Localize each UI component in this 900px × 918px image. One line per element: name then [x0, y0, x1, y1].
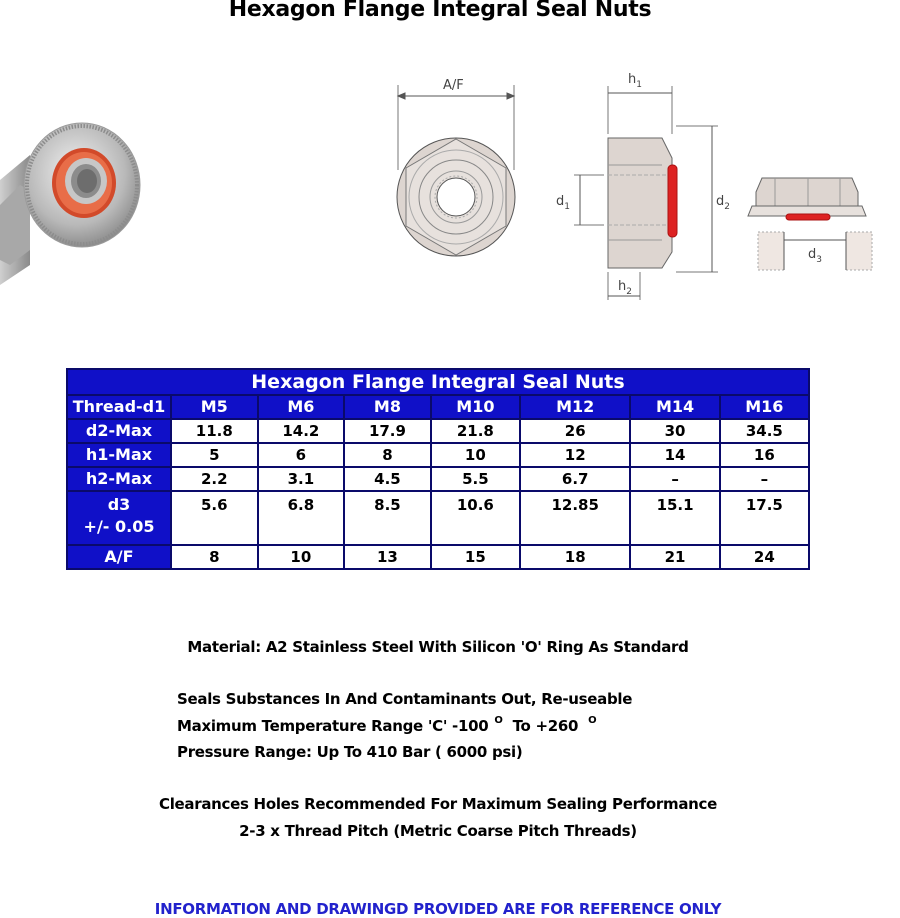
material-note: Material: A2 Stainless Steel With Silicon 'O' Ring As Standard — [187, 638, 689, 656]
h2-label: $h_2$ — [618, 279, 632, 297]
table-cell: 21.8 — [432, 420, 519, 442]
header-label: Thread-d1 — [68, 396, 170, 418]
d2-label: $d_2$ — [716, 194, 730, 212]
table-cell: 6.8 — [259, 492, 344, 544]
row-label-line1: d3 — [107, 495, 131, 514]
table-cell: 6.7 — [521, 468, 629, 490]
table-cell: 6 — [259, 444, 344, 466]
header-size: M16 — [721, 396, 808, 418]
table-cell: 13 — [345, 546, 430, 568]
table-cell: 21 — [631, 546, 718, 568]
table-cell: 8 — [345, 444, 430, 466]
table-row — [68, 546, 808, 568]
table-cell: 12.85 — [521, 492, 629, 544]
header-size: M14 — [631, 396, 718, 418]
d1-label: $d_1$ — [556, 194, 570, 212]
table-cell: 10 — [259, 546, 344, 568]
table-cell: 17.5 — [721, 492, 808, 544]
table-row — [68, 492, 808, 544]
table-header-row — [68, 396, 808, 418]
row-label: h2-Max — [68, 468, 170, 490]
table-cell: 24 — [721, 546, 808, 568]
spec-table — [66, 368, 810, 570]
temperature-note — [177, 717, 596, 735]
nut-photo — [0, 115, 150, 295]
degree-symbol: O — [494, 715, 503, 726]
temperature-prefix: Maximum Temperature Range 'C' -100 — [177, 717, 489, 735]
technical-drawing — [380, 60, 900, 310]
clearance-note: Clearances Holes Recommended For Maximum Sealing Performance — [159, 795, 717, 813]
table-cell: 8.5 — [345, 492, 430, 544]
row-label: d2-Max — [68, 420, 170, 442]
row-label-line2: +/- 0.05 — [83, 517, 155, 536]
table-cell: 3.1 — [259, 468, 344, 490]
header-size: M8 — [345, 396, 430, 418]
row-label: h1-Max — [68, 444, 170, 466]
af-label: A/F — [443, 78, 464, 93]
table-row — [68, 420, 808, 442]
table-cell: 18 — [521, 546, 629, 568]
table-cell: 5.6 — [172, 492, 257, 544]
table-cell: – — [721, 468, 808, 490]
page-title: Hexagon Flange Integral Seal Nuts — [228, 0, 652, 22]
header-size: M12 — [521, 396, 629, 418]
table-cell: 10 — [432, 444, 519, 466]
pressure-note: Pressure Range: Up To 410 Bar ( 6000 psi) — [177, 743, 523, 761]
row-label: A/F — [68, 546, 170, 568]
table-cell: 5 — [172, 444, 257, 466]
d3-label: $d_3$ — [808, 247, 822, 265]
table-cell: 11.8 — [172, 420, 257, 442]
table-cell: 15.1 — [631, 492, 718, 544]
side-view — [574, 86, 718, 300]
table-cell: 17.9 — [345, 420, 430, 442]
pitch-note: 2-3 x Thread Pitch (Metric Coarse Pitch Threads) — [239, 822, 637, 840]
table-cell: 30 — [631, 420, 718, 442]
table-cell: 16 — [721, 444, 808, 466]
seals-note: Seals Substances In And Contaminants Out, Re-useable — [177, 690, 633, 708]
table-cell: 26 — [521, 420, 629, 442]
table-cell: 14.2 — [259, 420, 344, 442]
table-cell: 5.5 — [432, 468, 519, 490]
disclaimer-footer: INFORMATION AND DRAWINGD PROVIDED ARE FOR REFERENCE ONLY — [154, 900, 722, 918]
h1-label: $h_1$ — [628, 72, 642, 90]
table-cell: 8 — [172, 546, 257, 568]
table-row — [68, 468, 808, 490]
degree-symbol: O — [588, 715, 597, 726]
temperature-to: To +260 — [512, 717, 579, 735]
header-size: M5 — [172, 396, 257, 418]
table-cell: 34.5 — [721, 420, 808, 442]
header-size: M10 — [432, 396, 519, 418]
table-cell: 2.2 — [172, 468, 257, 490]
row-label — [68, 492, 170, 544]
table-cell: 10.6 — [432, 492, 519, 544]
table-cell: 14 — [631, 444, 718, 466]
table-cell: 12 — [521, 444, 629, 466]
table-row — [68, 444, 808, 466]
table-caption: Hexagon Flange Integral Seal Nuts — [68, 370, 808, 394]
table-cell: – — [631, 468, 718, 490]
header-size: M6 — [259, 396, 344, 418]
front-view — [397, 85, 515, 256]
table-cell: 4.5 — [345, 468, 430, 490]
table-cell: 15 — [432, 546, 519, 568]
